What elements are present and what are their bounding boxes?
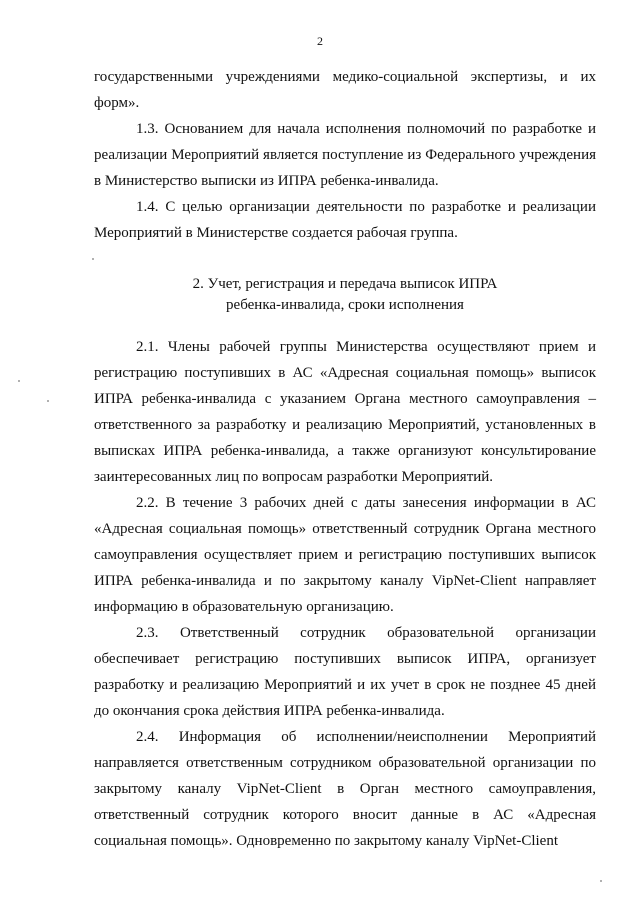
scan-speck — [47, 400, 49, 402]
scan-speck — [600, 880, 602, 882]
paragraph-2-3: 2.3. Ответственный сотрудник образовательной организации обеспечивает регистрацию поступивших выписок ИПРА, организует разработку и реализацию Мероприятий и их учет в срок не позднее 45 дней до окончания срока действия ИПРА ребенка-инвалида. — [94, 625, 596, 719]
paragraph-1-4: 1.4. С целью организации деятельности по разработке и реализации Мероприятий в Министерстве создается рабочая группа. — [94, 199, 596, 241]
scan-speck — [18, 380, 20, 382]
paragraph-continuation: государственными учреждениями медико-социальной экспертизы, и их форм». — [94, 69, 596, 111]
paragraph-2-4: 2.4. Информация об исполнении/неисполнении Мероприятий направляется ответственным сотрудником образовательной организации по закрытому каналу VipNet-Client в Орган местного самоуправления, ответственный сотрудник которого вносит данные в АС «Адресная социальная помощь». Одновременно по закрытому каналу VipNet-Client — [94, 729, 596, 849]
scan-speck — [92, 258, 94, 260]
paragraph-2-1: 2.1. Члены рабочей группы Министерства осуществляют прием и регистрацию поступивших в АС «Адресная социальная помощь» выписок ИПРА ребенка-инвалида с указанием Органа местного самоуправления – ответственного за разработку и реализацию Мероприятий, установленных в выписках ИПРА ребенка-инвалида, а также организуют консультирование заинтересованных лиц по вопросам разработки Мероприятий. — [94, 339, 596, 485]
section-heading — [94, 274, 596, 316]
paragraph-1-3: 1.3. Основанием для начала исполнения полномочий по разработке и реализации Мероприятий является поступление из Федерального учреждения в Министерство выписки из ИПРА ребенка-инвалида. — [94, 121, 596, 189]
section-heading-line-2: ребенка-инвалида, сроки исполнения — [226, 297, 464, 313]
page-number: 2 — [317, 34, 323, 48]
document-body — [94, 64, 596, 854]
section-heading-line-1: 2. Учет, регистрация и передача выписок ИПРА — [192, 276, 498, 292]
paragraph-2-2: 2.2. В течение 3 рабочих дней с даты занесения информации в АС «Адресная социальная помощь» ответственный сотрудник Органа местного самоуправления осуществляет прием и регистрацию поступивших выписок ИПРА ребенка-инвалида и по закрытому каналу VipNet-Client направляет информацию в образовательную организацию. — [94, 495, 596, 615]
